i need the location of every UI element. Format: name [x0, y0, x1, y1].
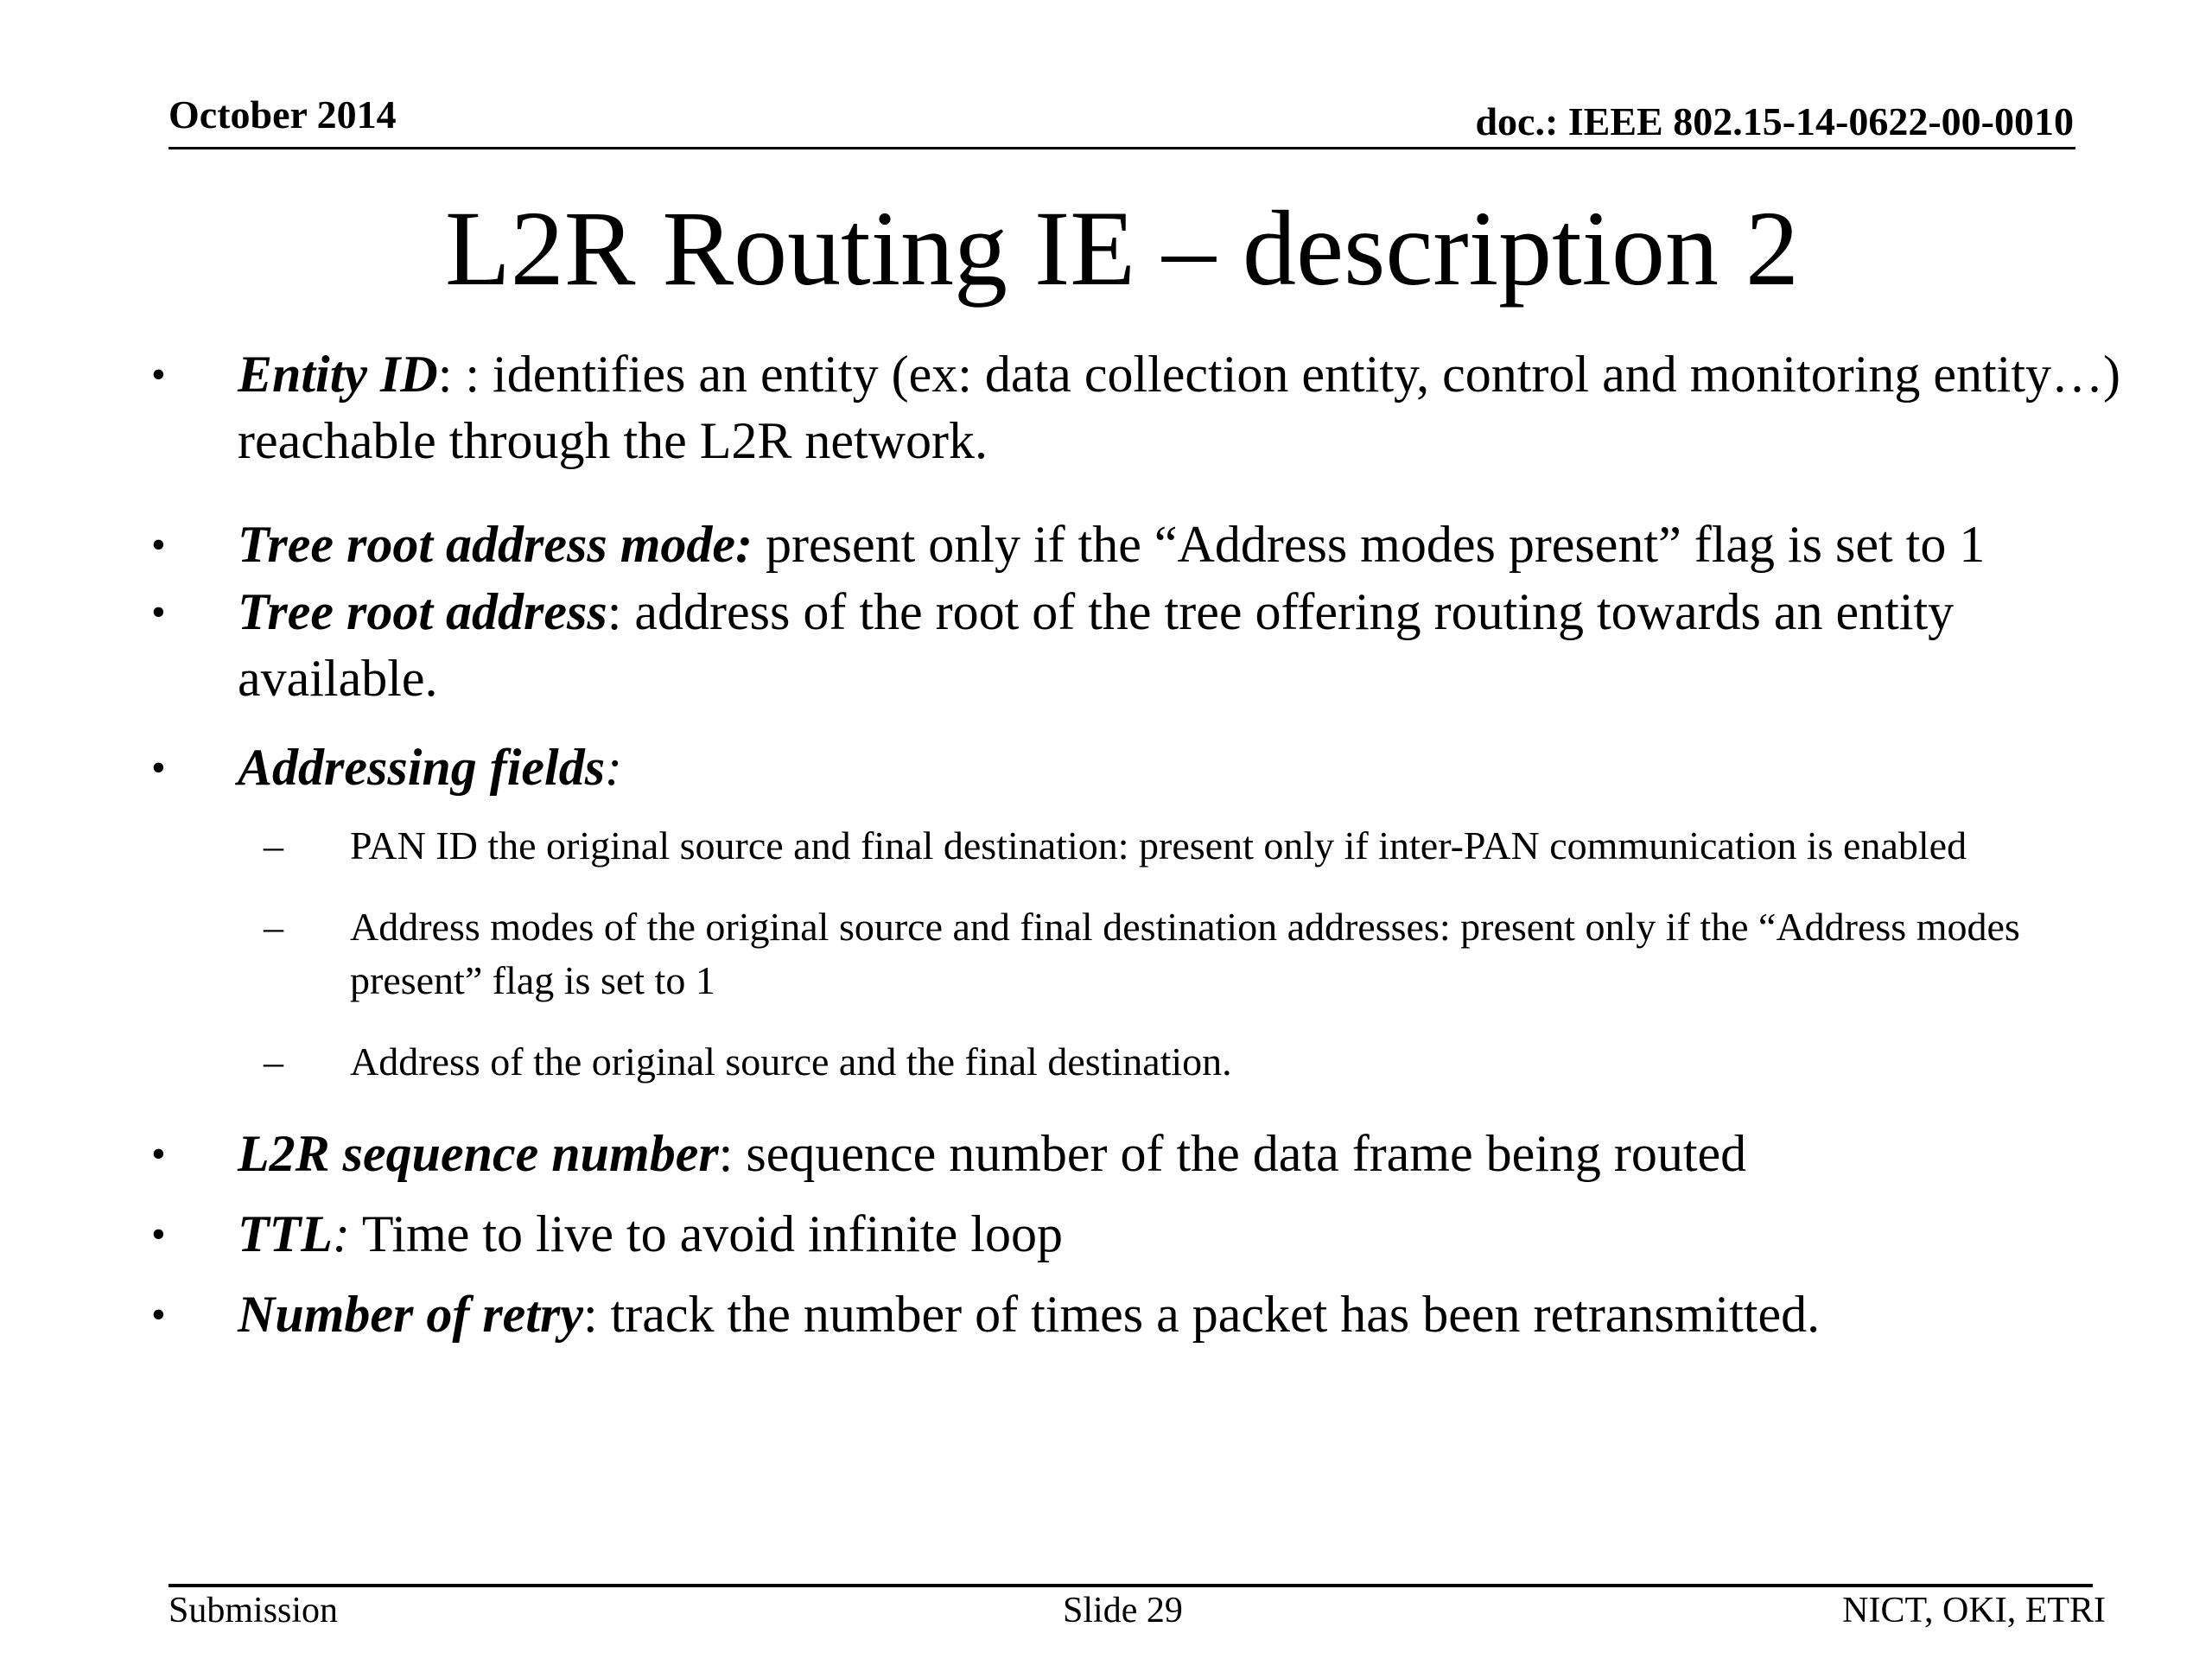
sub-bullet-text: Address of the original source and the final destination. — [350, 1039, 1232, 1084]
bullet-text: : : identifies an entity (ex: data collection entity, control and monitoring entity…) reachable through the L2R network. — [238, 346, 2120, 469]
bullet-key: Addressing fields — [238, 739, 606, 796]
slide-title: L2R Routing IE – description 2 — [444, 189, 1800, 308]
bullet-key: TTL — [238, 1205, 333, 1262]
bullet-key: Entity ID — [238, 346, 438, 403]
sub-bullet-address — [264, 1035, 2147, 1089]
bullet-text: : address of the root of the tree offering routing towards an entity available. — [238, 583, 1955, 707]
bullet-key: L2R sequence number — [238, 1125, 719, 1182]
sub-marker: – — [264, 823, 283, 868]
header-rule — [168, 147, 2075, 149]
bullet-text: : track the number of times a packet has been retransmitted. — [582, 1286, 1821, 1343]
bullet-marker: • — [151, 589, 166, 635]
bullet-suffix: : — [332, 1205, 350, 1262]
bullet-text: present only if the “Address modes present” flag is set to 1 — [753, 516, 1986, 573]
sub-marker: – — [264, 905, 283, 949]
footer-rule — [168, 1584, 2093, 1587]
sub-bullet-address-modes — [264, 900, 2147, 1007]
bullet-number-of-retry — [151, 1281, 2139, 1348]
header-doc-id: doc.: IEEE 802.15-14-0622-00-0010 — [1475, 99, 2074, 143]
bullet-text: Time to live to avoid infinite loop — [349, 1205, 1063, 1262]
bullet-marker: • — [151, 352, 166, 397]
bullet-marker: • — [151, 745, 166, 791]
header-date: October 2014 — [168, 92, 397, 137]
bullet-suffix: : — [605, 739, 623, 796]
sub-marker: – — [264, 1039, 283, 1084]
bullet-key: Tree root address — [238, 583, 607, 640]
sub-bullet-text: PAN ID the original source and final destination: present only if inter-PAN communication is enabled — [350, 823, 1967, 868]
bullet-marker: • — [151, 1211, 166, 1257]
bullet-l2r-sequence-number — [151, 1121, 2139, 1187]
bullet-text: : sequence number of the data frame being routed — [718, 1125, 1747, 1182]
bullet-marker: • — [151, 1292, 166, 1338]
bullet-tree-root-address — [151, 579, 2139, 712]
bullet-ttl — [151, 1201, 2139, 1268]
bullet-entity-id — [151, 341, 2139, 474]
bullet-key: Number of retry — [238, 1286, 583, 1343]
bullet-tree-root-address-mode — [151, 512, 2139, 578]
footer-authors: NICT, OKI, ETRI — [1842, 1591, 2106, 1630]
sub-bullet-text: Address modes of the original source and final destination addresses: present only if the “Address modes present” flag is set to 1 — [350, 905, 2020, 1002]
bullet-key: Tree root address mode: — [238, 516, 753, 573]
sub-bullet-pan-id — [264, 819, 2147, 873]
bullet-marker: • — [151, 1131, 166, 1177]
footer-submission: Submission — [168, 1591, 339, 1630]
bullet-marker: • — [151, 522, 166, 568]
footer-slide-number: Slide 29 — [1063, 1591, 1183, 1630]
bullet-addressing-fields — [151, 734, 2139, 801]
